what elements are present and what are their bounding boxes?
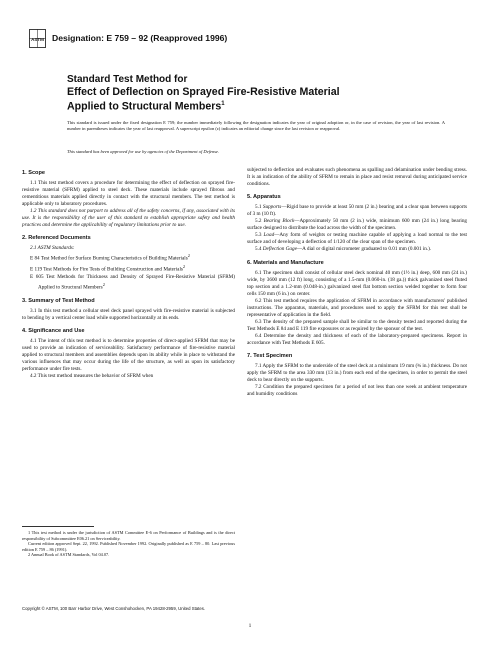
paragraph-7-1: 7.1 Apply the SFRM to the underside of the steel deck at a minimum 19 mm (¾ in.) thickness. Do not apply the SFRM to the area 330 mm (13 in.) from each end of the specimen, in order to permit the steel deck to bear directly on the supports. (247, 363, 467, 384)
paragraph-5-2: 5.2 Bearing Block—Approximately 50 mm (2 in.) wide, minimum 600 mm (24 in.) long bearing surface designed to distribute the load across the width of the specimen. (247, 218, 468, 232)
paragraph-6-1: 6.1 The specimen shall consist of cellular steel deck nominal 40 mm (1½ in.) deep, 600 mm (24 in.) wide, by 3600 mm (12 ft) long, consisting of a 1.5-mm (0.060-in. (18 ga.)) thick galvanized steel fluted top section and a 1.2-mm (0.048-in.) galvanized steel flat bottom section welded together to form four cells 150 mm (6 in.) on center. (247, 269, 467, 297)
designation: Designation: E 759 – 92 (Reapproved 1996) (52, 33, 228, 43)
paragraph-5-1: 5.1 Supports—Rigid base to provide at least 50 mm (2 in.) bearing and a clear span between supports of 3 m (10 ft). (247, 204, 468, 218)
page-number: 1 (248, 623, 252, 629)
paragraph-6-2: 6.2 This test method requires the application of SFRM in accordance with manufacturers' published instructions. The apparatus, materials, and procedures used to apply the SFRM for this test shall be representative of application in the field. (247, 297, 467, 318)
paragraph-1-2: 1.2 This standard does not purport to address all of the safety concerns, if any, associated with its use. It is the responsibility of the user of this standard to establish appropriate safety and health practices and determine the applicability of regulatory limitations prior to use. (22, 208, 235, 229)
section-heading-apparatus: 5. Apparatus (247, 194, 281, 201)
issuance-note: This standard is issued under the fixed designation E 759; the number immediately following the designation indicates the year of original adoption or, in the case of revision, the year of last revision. A number in parentheses indicates the year of last reapproval. A superscript epsilon (ε) indicates an editorial change since the last revision or reapproval. (67, 120, 445, 132)
section-heading-summary: 3. Summary of Test Method (22, 297, 95, 304)
paragraph-5-3: 5.3 Load—Any form of weights or testing machine capable of applying a load normal to the test surface and of developing a deflection of 1/120 of the clear span of the specimen. (247, 232, 467, 246)
footnote-1-edition: Current edition approved Sept. 22, 1992. Published November 1992. Originally published as E 759 – 80. Last previous edition E 759 – 86 (1991). (22, 541, 235, 552)
footnote-1: 1 This test method is under the jurisdiction of ASTM Committee E-6 on Performance of Buildings and is the direct responsibility of Subcommittee E06.21 on Serviceability. (22, 530, 235, 541)
paragraph-4-1: 4.1 The intent of this test method is to determine properties of direct-applied SFRM that may be used to provide an indication of serviceability. Satisfactory performance of fire-resistive material applied to structural members and assemblies depends upon its ability while in place to withstand the various influences that may occur during the life of the structure, as well as upon its satisfactory performance under fire tests. (22, 338, 235, 373)
left-column (22, 167, 235, 380)
title-line-3: Applied to Structural Members$^1$ (67, 100, 225, 113)
section-heading-scope: 1. Scope (22, 170, 46, 176)
astm-standards-label: 2.1 ASTM Standards: (30, 245, 75, 252)
svg-text:ASTM: ASTM (31, 36, 44, 42)
section-heading-referenced-documents: 2. Referenced Documents (22, 235, 91, 242)
section-heading-materials: 6. Materials and Manufacture (247, 259, 324, 266)
section-heading-test-specimen: 7. Test Specimen (247, 353, 293, 360)
document-title (67, 74, 447, 113)
section-heading-significance: 4. Significance and Use (22, 328, 85, 334)
astm-logo-icon (29, 29, 46, 48)
title-line-2: Effect of Deflection on Sprayed Fire-Resistive Material (67, 86, 340, 98)
paragraph-7-2: 7.2 Condition the prepared specimen for a period of not less than one week at ambient temperature and humidity conditions (247, 384, 467, 398)
paragraph-6-4: 6.4 Determine the density and thickness of each of the laboratory-prepared specimens. Report in accordance with Test Methods E 605. (247, 332, 467, 347)
paragraph-3-1: 3.1 In this test method a cellular steel deck panel sprayed with fire-resistive material is subjected to bending by a vertical center load while supported horizontally at its ends. (22, 307, 235, 321)
paragraph-1-1: 1.1 This test method covers a procedure for determining the effect of deflection on sprayed fire-resistive material (SFRM) applied to steel deck. These materials include sprayed fibrous and cementitious materials applied directly in contact with the structural members. The test method is applicable only to laboratory procedures. (22, 180, 235, 208)
paragraph-4-2-continued: subjected to deflection and evaluates such phenomena as spalling and delamination under bending stress. It is an indication of the ability of SFRM to remain in place and resist removal during anticipated service conditions. (247, 167, 467, 188)
dod-approval-note: This standard has been approved for use by agencies of the Department of Defense. (67, 149, 220, 154)
footnote-2: 2 Annual Book of ASTM Standards, Vol 04.07. (28, 552, 110, 558)
paragraph-6-3: 6.3 The density of the prepared sample shall be similar to the density tested and reported during the Test Methods E 84 and E 119 fire exposures or as required by the sponsor of the test. (247, 318, 467, 332)
paragraph-5-4: 5.4 Deflection Gage—A dial or digital micrometer graduated to 0.01 mm (0.001 in.). (255, 246, 432, 253)
right-column (247, 167, 467, 398)
paragraph-4-2-start: 4.2 This test method measures the behavior of SFRM when (30, 373, 154, 380)
title-line-1: Standard Test Method for (67, 74, 188, 85)
reference-e119: E 119 Test Methods for Fire Tests of Building Construction and Materials$^2$ (30, 264, 186, 273)
copyright-notice: Copyright © ASTM, 100 Barr Harbor Drive, West Conshohocken, PA 19428-2959, United States. (22, 606, 206, 611)
footnotes (22, 530, 235, 558)
footnote-rule (22, 526, 94, 527)
reference-e605: E 605 Test Methods for Thickness and Density of Sprayed Fire-Resistive Material (SFRM) Applied to Structural Members$^2$ (30, 274, 235, 291)
reference-e84: E 84 Test Method for Surface Burning Characteristics of Building Materials$^2$ (30, 253, 190, 263)
